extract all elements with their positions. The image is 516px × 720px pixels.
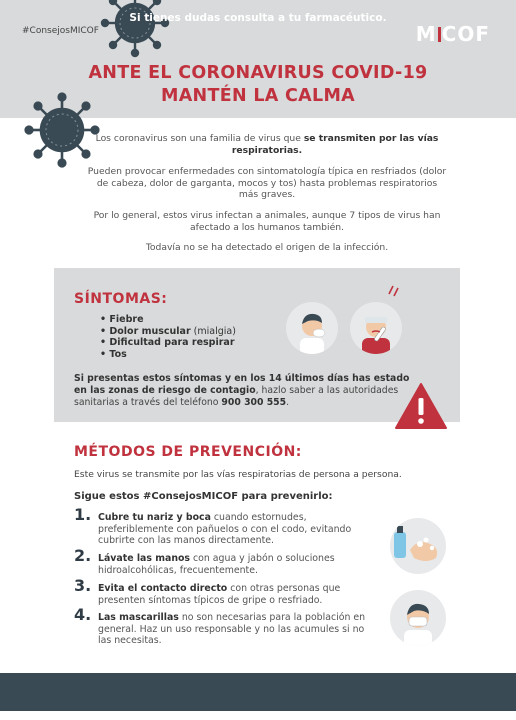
footer-text: Si tienes dudas consulta a tu farmacéutico. bbox=[129, 12, 387, 24]
fever-person-icon bbox=[350, 302, 402, 354]
prevention-subtitle: Sigue estos #ConsejosMICOF para prevenirlo: bbox=[74, 491, 333, 502]
symptom-item: • Dificultad para respirar bbox=[100, 337, 236, 349]
intro-paragraph-2: Pueden provocar enfermedades con sintomatología típica en resfriados (dolor de cabeza, dolor de garganta, mocos y tos) hasta problemas respiratorios más graves. bbox=[87, 166, 447, 200]
mask-person-icon bbox=[390, 590, 446, 646]
symptom-item: • Fiebre bbox=[100, 314, 236, 326]
intro-paragraph-1: Los coronavirus son una familia de virus que se transmiten por las vías respiratorias. bbox=[95, 133, 439, 156]
step-number: 2. bbox=[74, 546, 92, 565]
prevention-intro: Este virus se transmite por las vías respiratorias de persona a persona. bbox=[74, 469, 402, 480]
footer-bar bbox=[0, 673, 516, 711]
prevention-title: MÉTODOS DE PREVENCIÓN: bbox=[74, 444, 302, 460]
heat-marks-icon bbox=[386, 282, 402, 298]
prevention-step: 4. Las mascarillas no son necesarias para la población en general. Haz un uso responsable y no las acumules si no las necesitas. bbox=[74, 605, 366, 646]
page-title-line2: MANTÉN LA CALMA bbox=[160, 86, 356, 106]
coughing-person-icon bbox=[286, 302, 338, 354]
page-title-line1: ANTE EL CORONAVIRUS COVID-19 bbox=[88, 63, 428, 83]
micof-logo: M COF bbox=[415, 22, 490, 46]
hashtag-label: #ConsejosMICOF bbox=[22, 26, 99, 36]
prevention-step: 3. Evita el contacto directo con otras personas que presenten síntomas típicos de gripe o resfriado. bbox=[74, 576, 341, 606]
step-number: 1. bbox=[74, 505, 92, 524]
virus-icon bbox=[24, 92, 100, 168]
step-number: 3. bbox=[74, 576, 92, 595]
hand-washing-icon bbox=[390, 518, 446, 574]
intro-paragraph-3: Por lo general, estos virus infectan a animales, aunque 7 tipos de virus han afectado a los humanos también. bbox=[93, 210, 441, 233]
symptoms-list bbox=[100, 314, 236, 360]
prevention-step: 1. Cubre tu nariz y boca cuando estornudes, preferiblemente con pañuelos o con el codo, evitando cubrirte con las manos directamente. bbox=[74, 505, 352, 546]
step-number: 4. bbox=[74, 605, 92, 624]
symptoms-note: Si presentas estos síntomas y en los 14 últimos días has estado en las zonas de riesgo de contagio, hazlo saber a las autoridades sanitarias a través del teléfono 900 300 555. bbox=[74, 373, 410, 408]
virus-icon bbox=[100, 0, 170, 58]
symptom-item: • Tos bbox=[100, 349, 236, 361]
prevention-step: 2. Lávate las manos con agua y jabón o soluciones hidroalcohólicas, frecuentemente. bbox=[74, 546, 335, 576]
symptom-item: • Dolor muscular (mialgia) bbox=[100, 326, 236, 338]
symptoms-title: SÍNTOMAS: bbox=[74, 291, 168, 307]
intro-paragraph-4: Todavía no se ha detectado el origen de la infección. bbox=[145, 242, 389, 253]
warning-icon bbox=[394, 382, 448, 430]
